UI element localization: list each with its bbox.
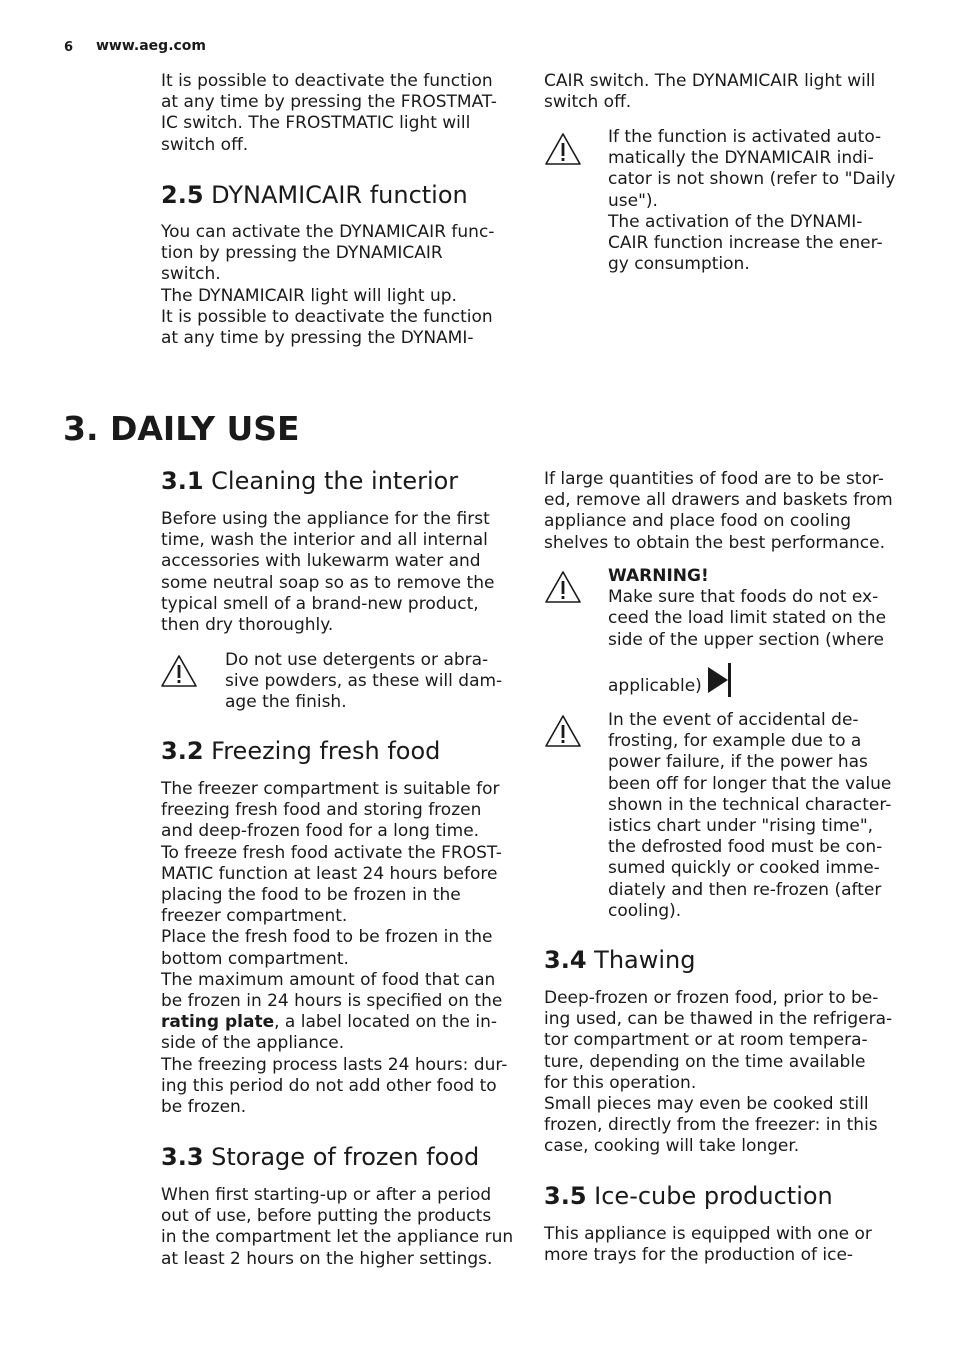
paragraph-storage-frozen-food: When first starting-up or after a period out of use, before putting the products in the compartment let the appliance run at least 2 hours on the higher settings.	[161, 1185, 514, 1269]
page-number: 6	[64, 40, 74, 55]
heading-thawing: 3.4 Thawing	[544, 946, 696, 974]
warning-load-limit: WARNING! Make sure that foods do not ex- ceed the load limit stated on the side of the upper section (where applicable)	[608, 566, 887, 696]
warning-triangle-icon	[544, 570, 582, 604]
warning-triangle-icon	[160, 654, 198, 688]
paragraph-dynamicair: You can activate the DYNAMICAIR func- tion by pressing the DYNAMICAIR switch. The DYNAMICAIR light will light up. It is possible to deactivate the function at any time by pressing the DYNAMI-	[161, 222, 495, 349]
paragraph-frostmatic-off: It is possible to deactivate the function at any time by pressing the FROSTMAT- IC switch. The FROSTMATIC light will switch off.	[161, 71, 497, 155]
warning-title: WARNING!	[608, 566, 709, 586]
chapter-heading: 3. DAILY USE	[63, 409, 300, 448]
warning-triangle-icon	[544, 132, 582, 166]
rating-plate-term: rating plate	[161, 1012, 275, 1033]
header-url: www.aeg.com	[96, 38, 207, 54]
paragraph-thawing: Deep-frozen or frozen food, prior to be- ing used, can be thawed in the refrigera- tor compartment or at room tempera- ture, depending on the time available for this operation. Small pieces may even be cooked still frozen, directly from the freezer: in this case, cooking will take longer.	[544, 988, 893, 1157]
paragraph-large-quantities: If large quantities of food are to be stor- ed, remove all drawers and baskets from appliance and place food on cooling shelves to obtain the best performance.	[544, 469, 893, 553]
paragraph-freezing-fresh-food: The freezer compartment is suitable for freezing fresh food and storing frozen and deep-frozen food for a long time. To freeze fresh food activate the FROST- MATIC function at least 24 hours before placing the food to be frozen in the freezer compartment. Place the fresh food to be frozen in the bottom compartment. The maximum amount of food that can be frozen in 24 hours is specified on the rating plate, a label located on the in- side of the appliance. The freezing process lasts 24 hours: dur- ing this period do not add other food to be frozen.	[161, 779, 508, 1118]
note-detergents: Do not use detergents or abra- sive powders, as these will dam- age the finish.	[225, 650, 503, 713]
heading-dynamicair: 2.5 DYNAMICAIR function	[161, 181, 468, 209]
heading-storage-frozen-food: 3.3 Storage of frozen food	[161, 1143, 480, 1171]
heading-cleaning-interior: 3.1 Cleaning the interior	[161, 467, 459, 495]
paragraph-dynamicair-continued: CAIR switch. The DYNAMICAIR light will switch off.	[544, 71, 876, 113]
heading-ice-cube-production: 3.5 Ice-cube production	[544, 1182, 833, 1210]
paragraph-ice-cube-production: This appliance is equipped with one or more trays for the production of ice-	[544, 1224, 872, 1266]
warning-triangle-icon	[544, 714, 582, 748]
heading-freezing-fresh-food: 3.2 Freezing fresh food	[161, 737, 441, 765]
note-dynamicair: If the function is activated auto- matically the DYNAMICAIR indi- cator is not shown (refer to "Daily use"). The activation of the DYNAMI- CAIR function increase the ener- gy consumption.	[608, 127, 896, 275]
diode-load-limit-icon	[706, 663, 734, 697]
note-accidental-defrosting: In the event of accidental de- frosting, for example due to a power failure, if the power has been off for longer that the value shown in the technical character- istics chart under "rising time", the defrosted food must be con- sumed quickly or cooked imme- diately and then re-frozen (after cooling).	[608, 710, 892, 921]
paragraph-cleaning-interior: Before using the appliance for the first time, wash the interior and all internal accessories with lukewarm water and some neutral soap so as to remove the typical smell of a brand-new product, then dry thoroughly.	[161, 509, 495, 636]
